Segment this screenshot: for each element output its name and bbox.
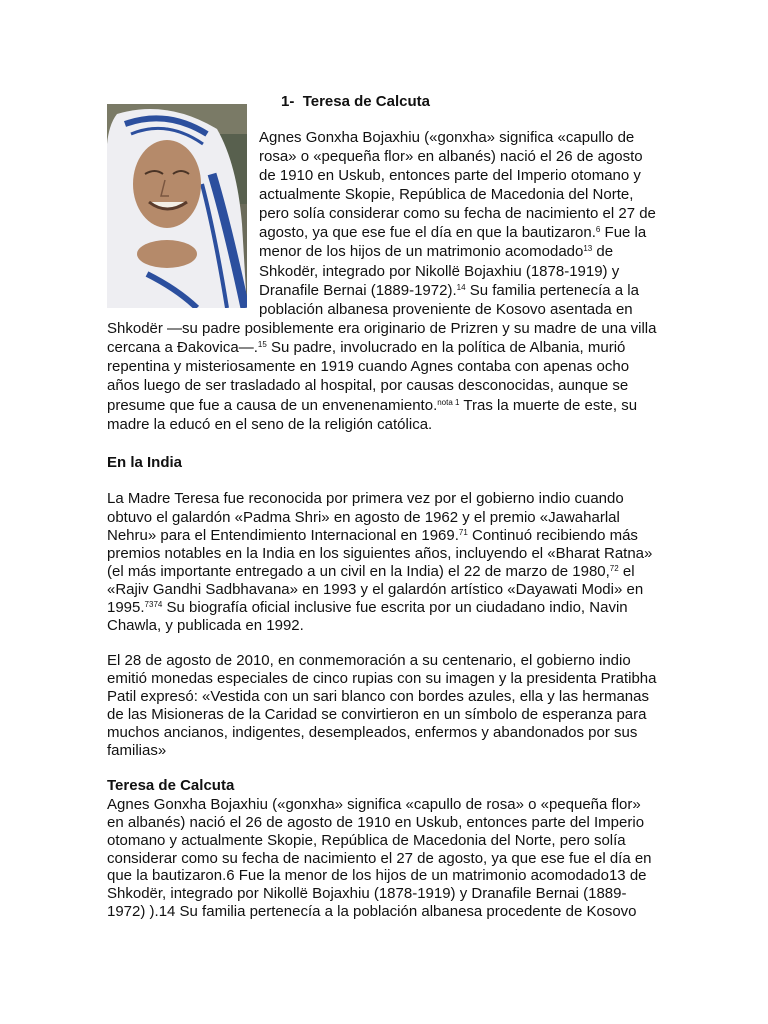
- bio-line: pero solía considerar como su fecha de nacimiento el 27 de: [259, 205, 656, 222]
- text-line: Chawla, y publicada en 1992.: [107, 617, 304, 634]
- section-heading-teresa: Teresa de Calcuta: [107, 777, 235, 794]
- text-line: premios notables en la India en los siguientes años, incluyendo el «Bharat Ratna»: [107, 545, 653, 562]
- footnote-ref: 15: [257, 340, 267, 349]
- bio-line: de 1910 en Uskub, entonces parte del Imperio otomano y: [259, 167, 641, 184]
- bio-line: años luego de ser trasladado al hospital, por causas desconocidas, aunque se: [107, 377, 629, 394]
- text-line: en albanés) nació el 26 de agosto de 1910 en Uskub, entonces parte del Imperio: [107, 814, 645, 831]
- footnote-ref: 7374: [144, 600, 163, 609]
- text-line: considerar como su fecha de nacimiento el 27 de agosto, ya que ese fue el día en: [107, 850, 652, 867]
- text-line: que la bautizaron.6 Fue la menor de los hijos de un matrimonio acomodado13 de: [107, 867, 647, 884]
- bio-line: Shkodër, integrado por Nikollë Bojaxhiu (1878-1919) y: [259, 263, 620, 280]
- text-line: 1995.$^{7374}$ Su biografía oficial inclusive fue escrita por un ciudadano indio, Navin: [107, 599, 628, 616]
- text-line: emitió monedas especiales de cinco rupias con su imagen y la presidenta Pratibha: [107, 670, 657, 687]
- page-heading: [281, 92, 430, 111]
- portrait-photo: [107, 104, 247, 308]
- bio-line: población albanesa proveniente de Kosovo asentada en: [259, 301, 633, 318]
- text-line: (el más importante entregado a un civil en la India) el 22 de marzo de 1980,72 el: [107, 563, 635, 580]
- footnote-ref: 13: [583, 244, 593, 253]
- heading-title: Teresa de Calcuta: [302, 93, 430, 110]
- text-line: La Madre Teresa fue reconocida por primera vez por el gobierno indio cuando: [107, 490, 624, 507]
- bio-line: Shkodër —su padre posiblemente era originario de Prizren y su madre de una villa: [107, 320, 657, 337]
- bio-line: menor de los hijos de un matrimonio acomodado$^{13}$ de: [259, 243, 614, 260]
- heading-number: 1-: [281, 93, 295, 110]
- text-line: «Rajiv Gandhi Sadbhavana» en 1993 y el galardón artístico «Dayawati Modi» en: [107, 581, 644, 598]
- text-line: otomano y actualmente Skopie, República de Macedonia del Norte, pero solía: [107, 832, 626, 849]
- footnote-ref: nota 1: [437, 398, 460, 407]
- bio-line: Dranafile Bernai (1889-1972).$^{14}$ Su familia pertenecía a la: [259, 282, 639, 299]
- text-line: 1972) ).14 Su familia pertenecía a la población albanesa procedente de Kosovo: [107, 903, 637, 920]
- text-line: El 28 de agosto de 2010, en conmemoración a su centenario, el gobierno indio: [107, 652, 631, 669]
- text-line: de las Misioneras de la Caridad se convirtieron en un símbolo de esperanza para: [107, 706, 647, 723]
- bio-line: rosa» o «pequeña flor» en albanés) nació el 26 de agosto: [259, 148, 643, 165]
- text-line: Nehru» para el Entendimiento Internacional en 1969.71 Continuó recibiendo más: [107, 527, 638, 544]
- bio-line: madre la educó en el seno de la religión católica.: [107, 416, 433, 433]
- bio-line: presume que fue a causa de un envenenamiento.$^{nota 1}$ Tras la muerte de este, su: [107, 397, 638, 414]
- text-line: Agnes Gonxha Bojaxhiu («gonxha» significa «capullo de rosa» o «pequeña flor»: [107, 796, 641, 813]
- text-line: Patil expresó: «Vestida con un sari blanco con bordes azules, ella y las hermanas: [107, 688, 649, 705]
- section-heading-india: En la India: [107, 454, 183, 471]
- footnote-ref: 14: [456, 283, 466, 292]
- bio-line: actualmente Skopie, República de Macedonia del Norte,: [259, 186, 634, 203]
- text-line: muchos ancianos, indigentes, desempleados, enfermos y abandonados por sus: [107, 724, 638, 741]
- text-line: Shkodër, integrado por Nikollë Bojaxhiu (1878-1919) y Dranafile Bernai (1889-: [107, 885, 627, 902]
- bio-line: repentina y misteriosamente en 1919 cuando Agnes contaba con apenas ocho: [107, 358, 630, 375]
- bio-line: Agnes Gonxha Bojaxhiu («gonxha» significa «capullo de: [259, 129, 635, 146]
- footnote-ref: 6: [595, 225, 601, 234]
- bio-line: cercana a Đakovica—.$^{15}$ Su padre, involucrado en la política de Albania, murió: [107, 339, 626, 356]
- footnote-ref: 71: [458, 528, 468, 537]
- bio-line: agosto, ya que ese fue el día en que la bautizaron.$^6$ Fue la: [259, 224, 647, 241]
- text-line: familias»: [107, 742, 167, 759]
- text-line: obtuvo el galardón «Padma Shri» en agosto de 1962 y el premio «Jawaharlal: [107, 509, 620, 526]
- footnote-ref: 72: [609, 564, 619, 573]
- portrait-illustration: [107, 104, 247, 308]
